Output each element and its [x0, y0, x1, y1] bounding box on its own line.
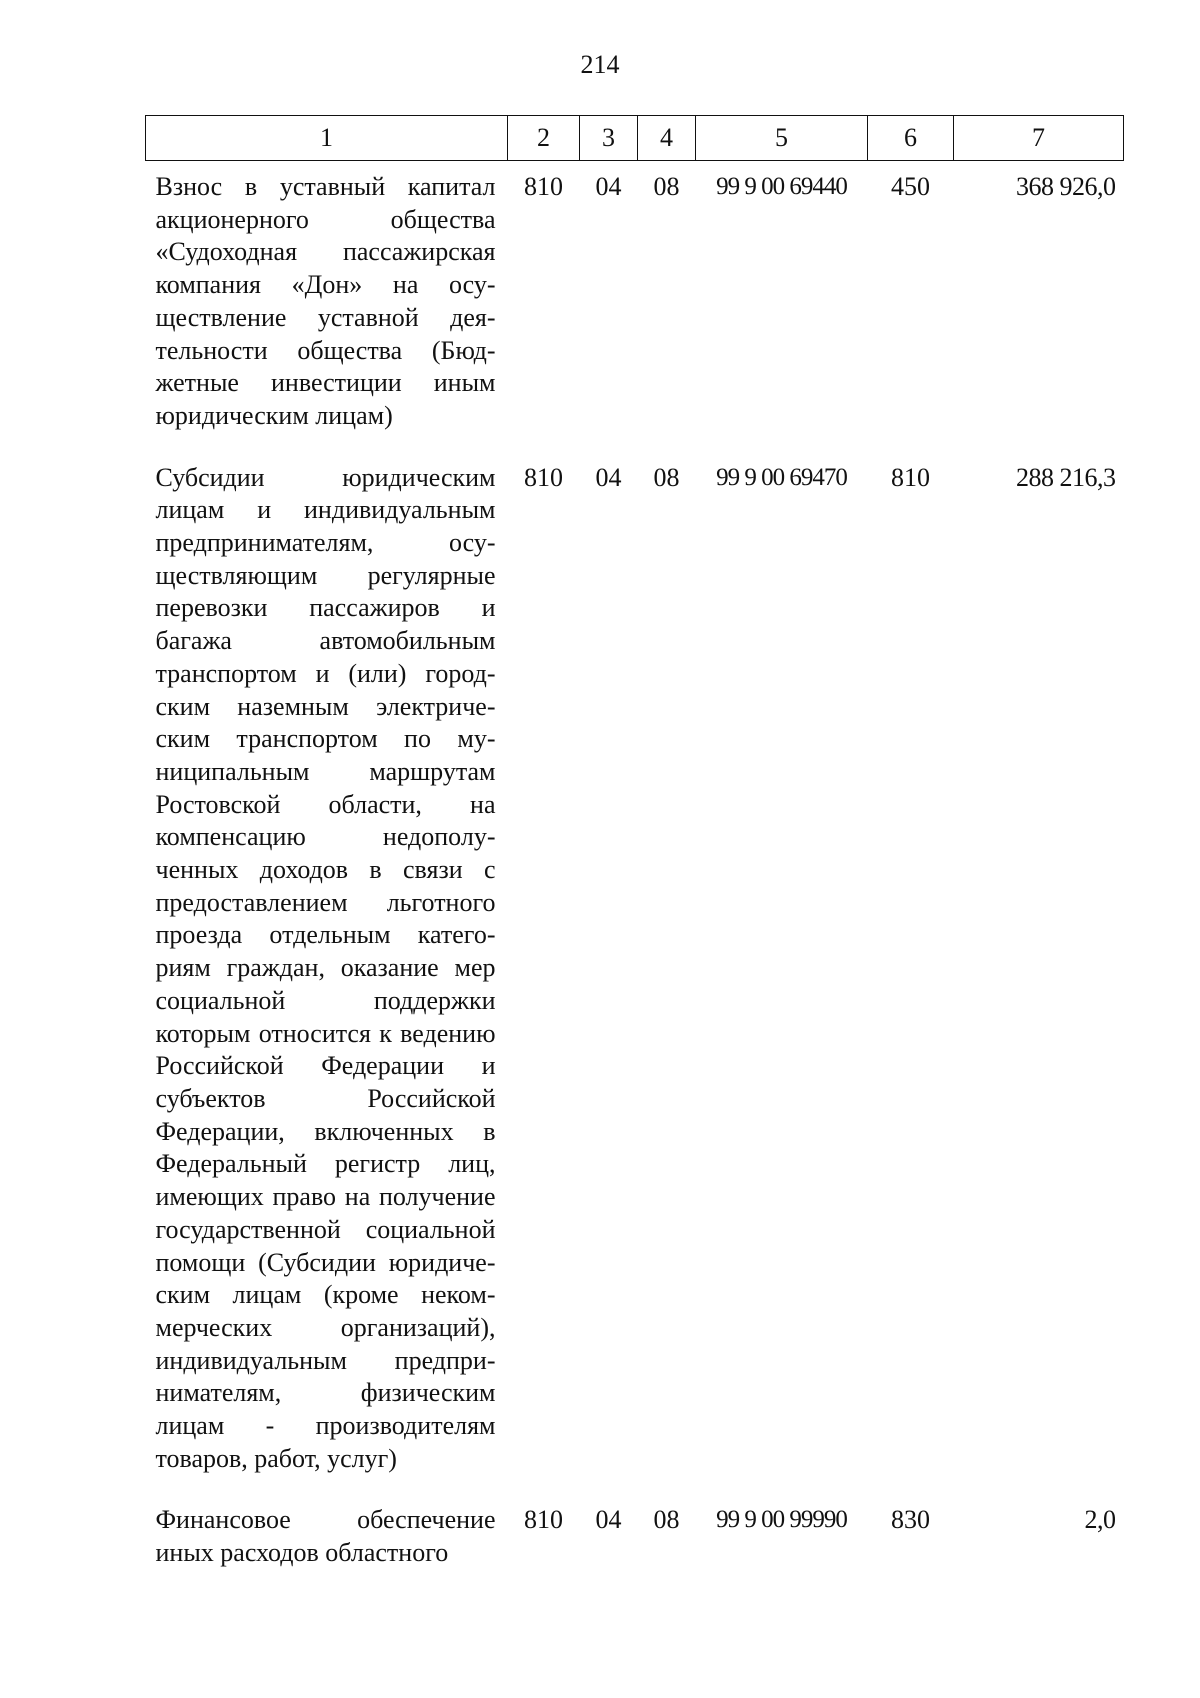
page-number: 214	[580, 50, 620, 79]
row-expense-type: 450	[891, 172, 930, 201]
column-header-1: 1	[146, 116, 508, 161]
row-ministry-code: 810	[524, 172, 563, 201]
row-section-code: 04	[595, 1505, 622, 1535]
table-header	[146, 116, 1124, 161]
row-expense-type: 830	[891, 1505, 930, 1535]
row-section-code: 04	[595, 172, 622, 201]
table-row	[146, 452, 1124, 1495]
budget-table	[145, 115, 1124, 1589]
row-ministry-code: 810	[524, 462, 563, 492]
table-row	[146, 161, 1124, 452]
row-amount: 288 216,3	[1016, 462, 1116, 492]
table-body	[146, 161, 1124, 1589]
column-header-2: 2	[508, 116, 580, 161]
row-description: Субсидии юридическим лицам и индивидуальным предпринимателям, осуществляющим регулярные перевозки пассажиров и багажа автомобильным транспортом и (или) городским наземным электрическим транспортом по муниципальным маршрутам Ростовской области, на компенсацию недополученных доходов в связи с предоставлением льготного проезда отдельным категориям граждан, оказание мер социальной поддержки которым относится к ведению Российской Федерации и субъектов Российской Федерации, включенных в Федеральный регистр лиц, имеющих право на получение государственной социальной помощи (Субсидии юридическим лицам (кроме некоммерческих организаций), индивидуальным предпринимателям, физическим лицам - производителям товаров, работ, услуг)	[155, 462, 496, 1473]
column-header-4: 4	[638, 116, 696, 161]
row-amount: 368 926,0	[1016, 172, 1116, 201]
row-target-article: 99 9 00 99990	[716, 1506, 847, 1534]
row-ministry-code: 810	[524, 1505, 563, 1535]
column-header-7: 7	[954, 116, 1124, 161]
column-header-3: 3	[580, 116, 638, 161]
header-row	[146, 116, 1124, 161]
row-subsection-code: 08	[653, 1505, 680, 1535]
row-description: Взнос в уставный капитал акционерного общества «Судоходная пассажирская компания «Дон» на осуществление уставной деятельности общества (Бюджетные инвестиции иным юридическим лицам)	[155, 172, 496, 430]
row-expense-type: 810	[891, 462, 930, 492]
column-header-6: 6	[868, 116, 954, 161]
row-target-article: 99 9 00 69470	[716, 463, 847, 491]
row-section-code: 04	[595, 462, 622, 492]
column-header-5: 5	[696, 116, 868, 161]
row-description: Финансовое обеспечение иных расходов областного	[155, 1505, 496, 1568]
table-row	[146, 1494, 1124, 1588]
row-target-article: 99 9 00 69440	[716, 173, 847, 200]
row-subsection-code: 08	[653, 172, 680, 201]
row-amount: 2,0	[1084, 1505, 1116, 1535]
row-subsection-code: 08	[653, 462, 680, 492]
